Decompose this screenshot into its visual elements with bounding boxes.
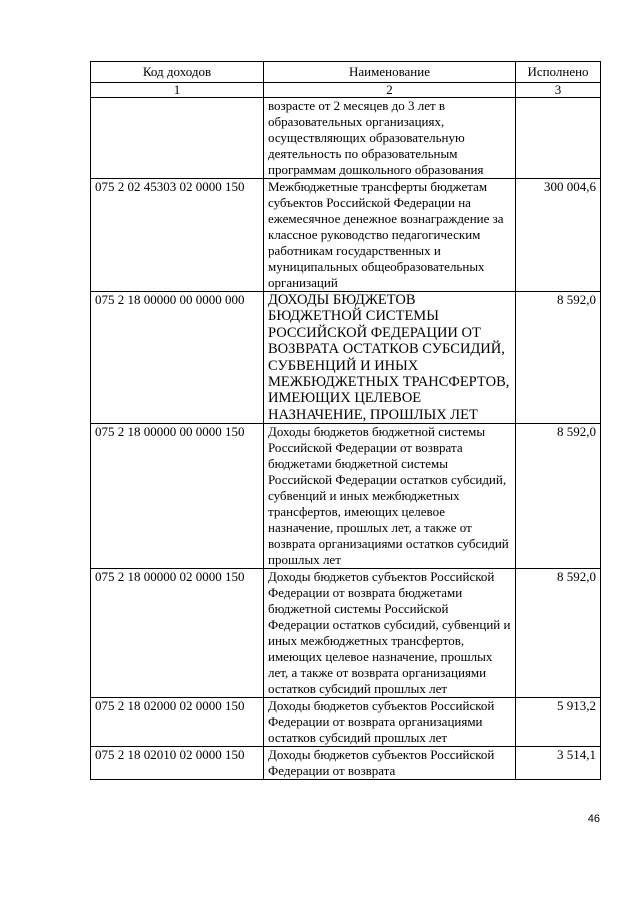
- table-row: [91, 292, 601, 424]
- column-number-name: 2: [264, 83, 516, 98]
- row-code: [91, 98, 264, 179]
- table-header: [91, 62, 601, 98]
- column-number-code: 1: [91, 83, 264, 98]
- table-row: [91, 98, 601, 179]
- row-name: Доходы бюджетов бюджетной системы Российской Федерации от возврата бюджетами бюджетной системы Российской Федерации остатков субсидий, субвенций и иных межбюджетных трансфертов, имеющих целевое назначение, прошлых лет, а также от возврата организациями остатков субсидий прошлых лет: [264, 424, 516, 569]
- row-name: Межбюджетные трансферты бюджетам субъектов Российской Федерации на ежемесячное денежное вознаграждение за классное руководство педагогическим работникам государственных и муниципальных общеобразовательных организаций: [264, 179, 516, 292]
- row-name: ДОХОДЫ БЮДЖЕТОВ БЮДЖЕТНОЙ СИСТЕМЫ РОССИЙСКОЙ ФЕДЕРАЦИИ ОТ ВОЗВРАТА ОСТАТКОВ СУБСИДИЙ, СУБВЕНЦИЙ И ИНЫХ МЕЖБЮДЖЕТНЫХ ТРАНСФЕРТОВ, ИМЕЮЩИХ ЦЕЛЕВОЕ НАЗНАЧЕНИЕ, ПРОШЛЫХ ЛЕТ: [264, 292, 516, 424]
- row-executed: 5 913,2: [516, 698, 601, 747]
- row-code: 075 2 18 02010 02 0000 150: [91, 747, 264, 780]
- header-row: [91, 62, 601, 83]
- row-executed: 8 592,0: [516, 292, 601, 424]
- header-executed: Исполнено: [516, 62, 601, 83]
- table-row: [91, 424, 601, 569]
- revenue-execution-table: [90, 61, 601, 780]
- table-row: [91, 179, 601, 292]
- table-row: [91, 569, 601, 698]
- row-code: 075 2 18 00000 00 0000 150: [91, 424, 264, 569]
- row-name: Доходы бюджетов субъектов Российской Федерации от возврата организациями остатков субсидий прошлых лет: [264, 698, 516, 747]
- row-executed: 300 004,6: [516, 179, 601, 292]
- row-code: 075 2 18 02000 02 0000 150: [91, 698, 264, 747]
- row-executed: 8 592,0: [516, 424, 601, 569]
- row-name: Доходы бюджетов субъектов Российской Федерации от возврата: [264, 747, 516, 780]
- table-body: [91, 98, 601, 780]
- row-code: 075 2 18 00000 02 0000 150: [91, 569, 264, 698]
- row-code: 075 2 18 00000 00 0000 000: [91, 292, 264, 424]
- table-row: [91, 747, 601, 780]
- column-number-row: [91, 83, 601, 98]
- row-code: 075 2 02 45303 02 0000 150: [91, 179, 264, 292]
- header-code: Код доходов: [91, 62, 264, 83]
- header-name: Наименование: [264, 62, 516, 83]
- table-row: [91, 698, 601, 747]
- row-executed: [516, 98, 601, 179]
- column-number-executed: 3: [516, 83, 601, 98]
- row-executed: 8 592,0: [516, 569, 601, 698]
- page-number: 46: [587, 813, 600, 825]
- row-name: Доходы бюджетов субъектов Российской Федерации от возврата бюджетами бюджетной системы Российской Федерации остатков субсидий, субвенций и иных межбюджетных трансфертов, имеющих целевое назначение, прошлых лет, а также от возврата организациями остатков субсидий прошлых лет: [264, 569, 516, 698]
- row-executed: 3 514,1: [516, 747, 601, 780]
- row-name: возрасте от 2 месяцев до 3 лет в образовательных организациях, осуществляющих образовательную деятельность по образовательным программам дошкольного образования: [264, 98, 516, 179]
